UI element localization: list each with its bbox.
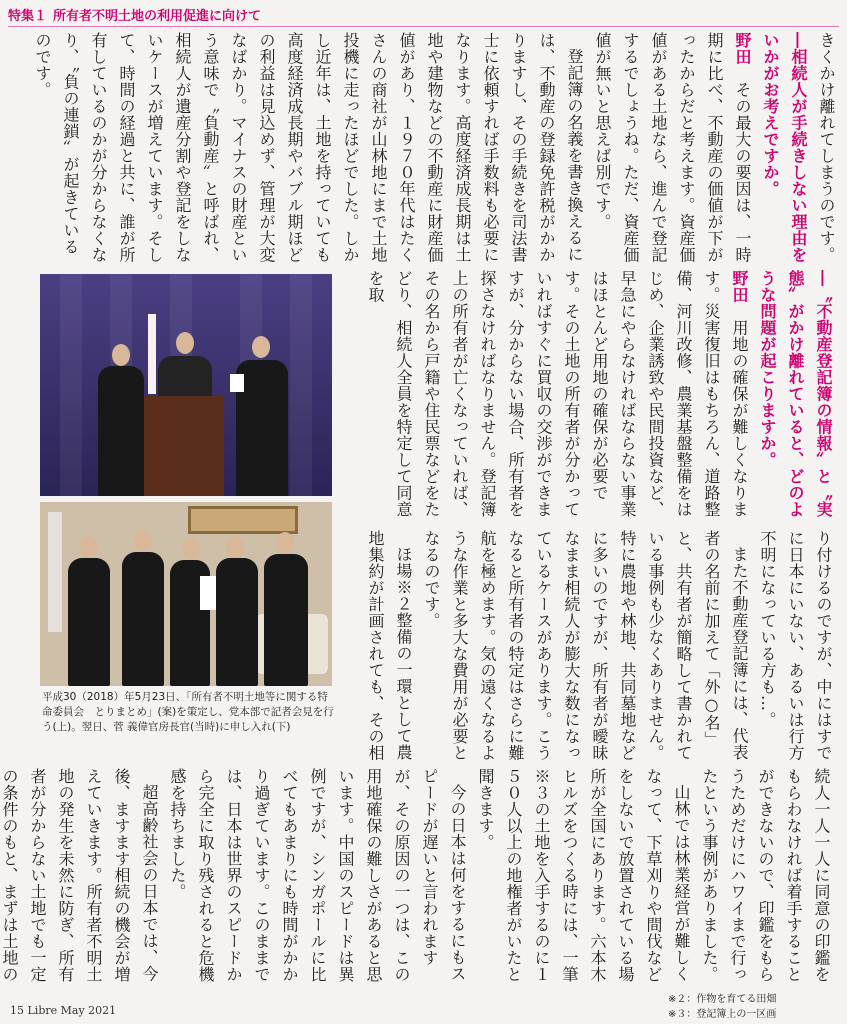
person-head — [80, 536, 98, 558]
person — [264, 554, 308, 686]
paragraph: また不動産登記簿には、代表者の名前に加えて「外○名」と、共有者が簡略して書かれている事例も少なくありません。特に農地や林地、共同墓地などに多いのですが、所有者が曖昧なまま相続人が膨大な数になっているケースがあります。こうなると所有者の特定はさらに難航を極めます。気の遠くなるような作業と多大な費用が必要となるのです。 — [422, 530, 749, 761]
person — [122, 552, 164, 686]
office-meeting-photo — [40, 502, 332, 686]
person — [216, 558, 258, 686]
paragraph: 山林では林業経営が難しくなって、下草刈りや間伐などをしないで放置されている場所が全国にあります。六本木ヒルズをつくる時には、一筆※３の土地を入手するのに１５０人以上の地権者がいたと聞きます。 — [476, 768, 691, 983]
national-flag — [148, 314, 156, 394]
curtain-fold — [290, 274, 312, 496]
photo-caption: 平成30（2018）年5月23日、「所有者不明土地等に関する特命委員会 とりまとめ」(案)を策定し、党本部で記者会見を行う(上)。翌日、菅 義偉官房長官(当時)に申し入れ(下) — [42, 691, 334, 733]
magazine-issue: Libre May 2021 — [27, 1004, 117, 1017]
person-head — [276, 532, 294, 554]
paragraph: 登記簿の名義を書き換えるには、不動産の登録免許税がかかりますし、その手続きを司法書士に依頼すれば手数料も必要になります。高度経済成長期は土地や建物などの不動産に財産価値があり、１９７０年代はたくさんの商社が山林地にまで土地投機に走ったほどでした。しかし近年は、土地を持っていても高度経済成長期やバブル期ほどの利益は見込めず、管理が大変なばかり。マイナスの財産という意味で〝負動産〟と呼ばれ、相続人が遺産分割や登記をしないケースが増えています。そして、時間の経過と共に、誰が所有しているのかが分からなくなり、〝負の連鎖〟が起きているのです。 — [33, 32, 584, 263]
paragraph: り付けるのですが、中にはすでに日本にいない、あるいは行方不明になっている方も…。 — [758, 530, 833, 761]
page-header — [8, 3, 261, 25]
paragraph: 超高齢社会の日本では、今後、ますます相続の機会が増えていきます。所有者不明土地の発生を未然に防ぎ、所有者が分からない土地でも一定の条件のもと、まずは土地の — [0, 768, 159, 983]
paragraph: 続人一人一人に同意の印鑑をもらわなければ着手することができないので、印鑑をもらうためだけにハワイまで行ったという事例がありました。 — [700, 768, 831, 983]
paragraph: 今の日本は何をするにもスピードが遅いと言われますが、その原因の一つは、この用地確保の難しさがあると思います。中国のスピードは異例ですが、シンガポールに比べてもあまりにも時間がかかり過ぎています。このままでは、日本は世界のスピードから完全に取り残されると危機感を持ちました。 — [168, 768, 467, 983]
national-flag — [48, 512, 62, 632]
speaker-name: 野田 — [730, 270, 749, 303]
text-block-tier3 — [342, 530, 837, 762]
person-head — [252, 336, 270, 358]
text-block-tier2 — [342, 270, 837, 526]
person-head — [112, 344, 130, 366]
text-block-tier4 — [0, 768, 835, 994]
person-left — [98, 366, 144, 496]
curtain-fold — [60, 274, 82, 496]
footnote: ※２：作物を育てる田畑 — [668, 994, 777, 1005]
document-sheet — [230, 374, 244, 392]
section-tag: 特集１ — [8, 8, 48, 24]
page-footer — [10, 1004, 116, 1017]
page-number: 15 — [10, 1004, 24, 1017]
header-divider — [8, 26, 839, 27]
paragraph: きくかけ離れてしまうのです。 — [817, 32, 836, 263]
person-head — [176, 332, 194, 354]
interview-question: ―〝不動産登記簿の情報〟と〝実態〟がかけ離れていると、どのような問題が起こりますか。 — [758, 270, 833, 518]
person-head — [134, 530, 152, 552]
paragraph-text: その最大の要因は、一時期に比べ、不動産の価値が下がったからだと考えます。資産価値がある土地なら、進んで登記するでしょうね。ただ、資産価値が無いと思えば別です。 — [593, 32, 752, 263]
paragraph — [588, 32, 756, 264]
podium — [144, 396, 224, 496]
person-head — [226, 536, 244, 558]
speaker-name: 野田 — [733, 32, 752, 65]
person-head — [182, 538, 200, 560]
interview-question: ―相続人が手続きしない理由をいかがお考えですか。 — [761, 32, 808, 263]
person — [68, 558, 110, 686]
press-conference-photo — [40, 274, 332, 496]
paragraph-text: 用地の確保が難しくなります。災害復旧はもちろん、道路整備、河川改修、農業基盤整備をはじめ、企業誘致や民間投資など、早急にやらなければならない事業はほとんど用地の確保が必要です。その土地の所有者が分かっていればすぐに買収の交渉ができますが、分からない場合、所有者を探さなければなりません。登記簿上の所有者が亡くなっていれば、その名から戸籍や住民票などをたどり、相続人全員を特定して同意を取 — [366, 270, 749, 518]
text-block-tier1 — [33, 32, 840, 264]
footnote: ※３：登記簿上の一区画 — [668, 1009, 777, 1020]
feature-title: 所有者不明土地の利用促進に向けて — [53, 8, 262, 24]
paragraph: ほ場※２整備の一環として農地集約が計画されても、その相 — [366, 530, 413, 761]
paragraph — [361, 270, 753, 526]
wall-painting — [188, 506, 298, 534]
